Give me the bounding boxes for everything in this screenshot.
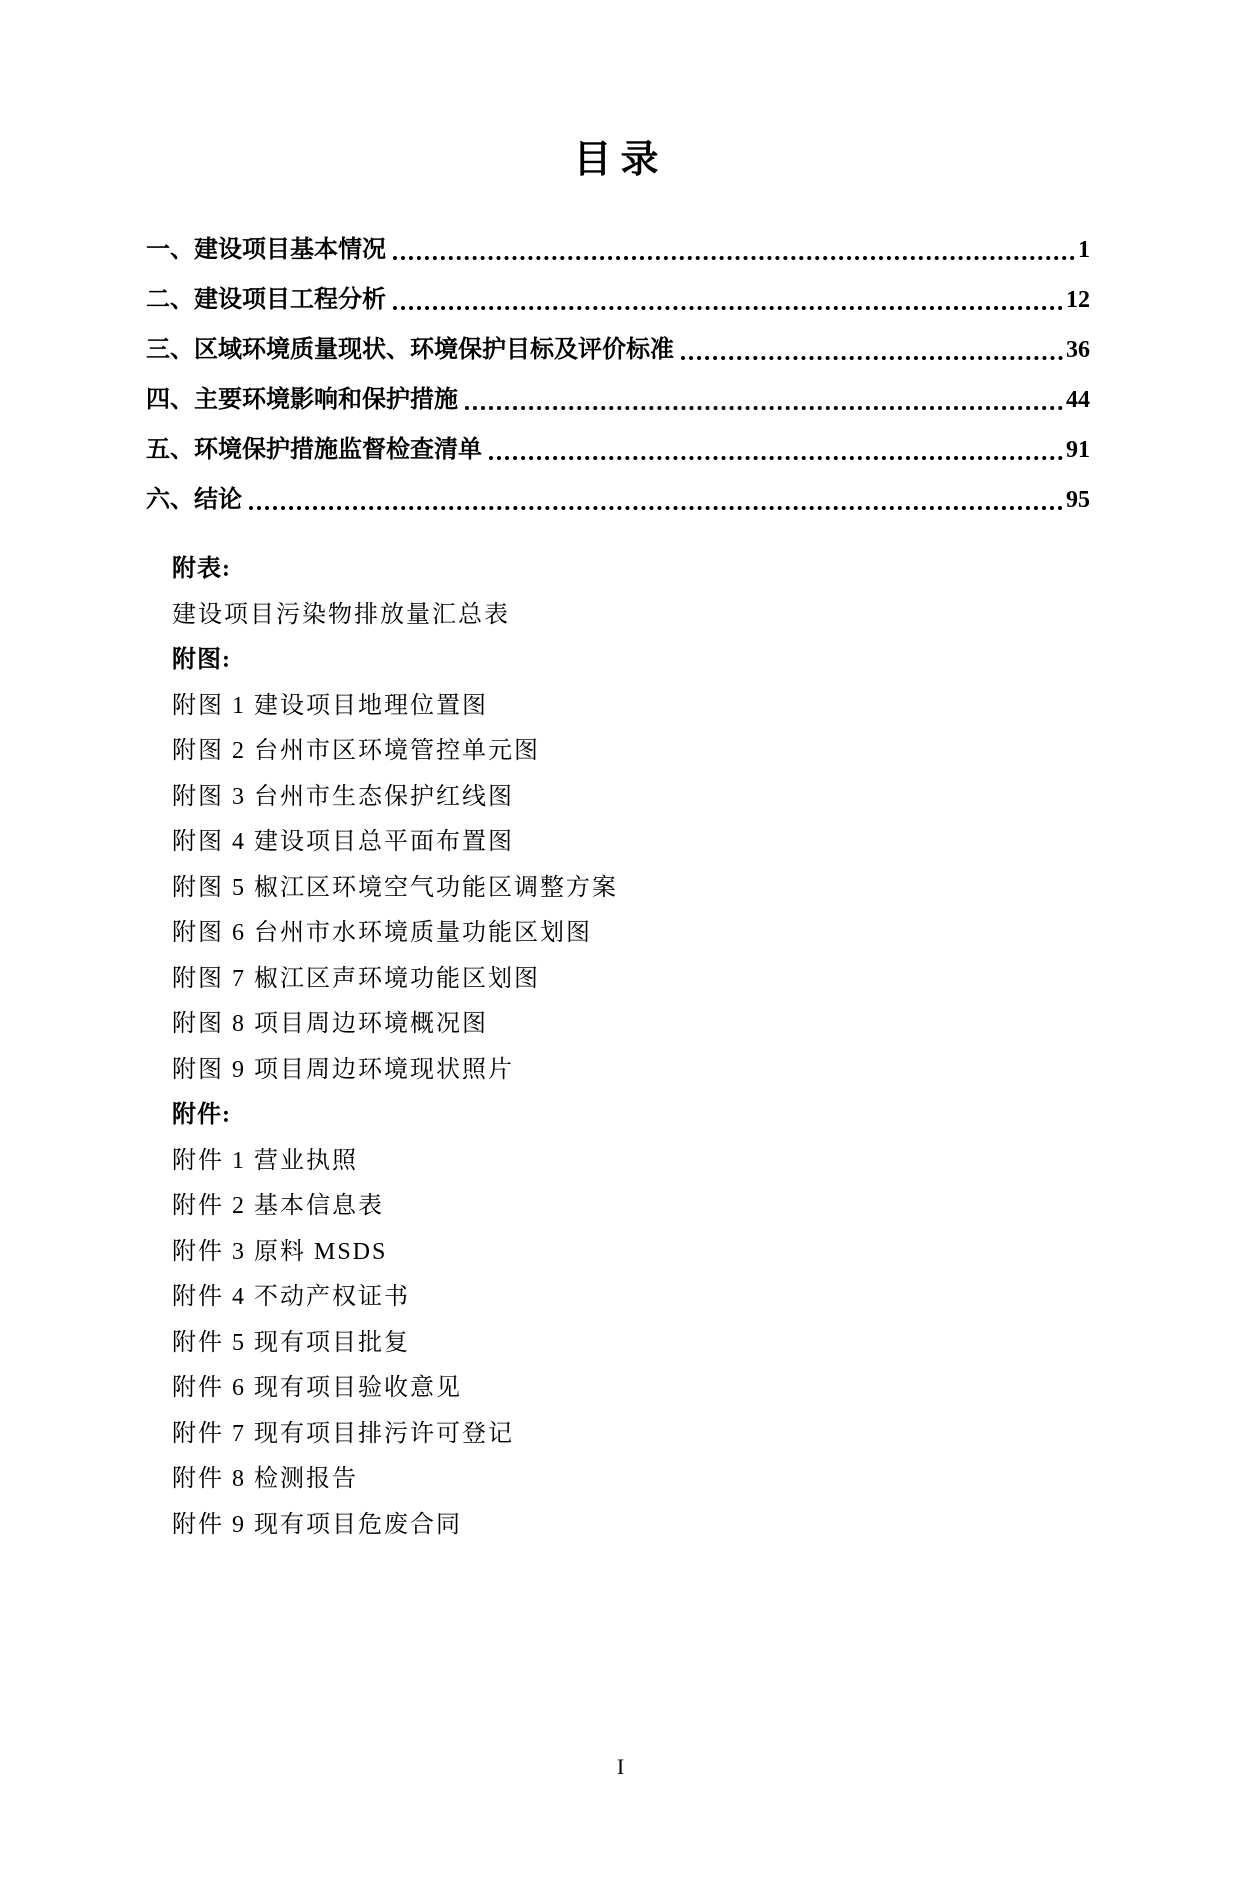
toc-dot-leader xyxy=(465,406,1063,410)
appendix-attachments-heading: 附件: xyxy=(172,1102,231,1128)
page-title: 目录 xyxy=(573,139,668,181)
toc-entry[interactable] xyxy=(146,325,1090,375)
appendix-section xyxy=(172,547,1241,1548)
toc-dot-leader xyxy=(393,256,1075,260)
toc-dot-leader xyxy=(249,506,1063,510)
toc-entry-label: 四、主要环境影响和保护措施 xyxy=(146,387,458,413)
toc-entry-page-number: 91 xyxy=(1066,437,1090,463)
appendix-tables-list xyxy=(172,593,1241,639)
toc-dot-leader xyxy=(489,456,1063,460)
toc-entry-label: 一、建设项目基本情况 xyxy=(146,237,386,263)
toc-list xyxy=(146,225,1090,525)
appendix-figure-item: 附图 7 椒江区声环境功能区划图 xyxy=(172,965,540,992)
toc-entry-label: 五、环境保护措施监督检查清单 xyxy=(146,437,482,463)
appendix-figures-list xyxy=(172,684,1241,1094)
appendix-attachment-item: 附件 8 检测报告 xyxy=(172,1466,358,1492)
appendix-tables-heading: 附表: xyxy=(172,556,231,582)
appendix-figure-item: 附图 3 台州市生态保护红线图 xyxy=(172,783,514,810)
appendix-attachment-item: 附件 5 现有项目批复 xyxy=(172,1329,410,1356)
toc-entry[interactable] xyxy=(146,225,1090,275)
appendix-table-item: 建设项目污染物排放量汇总表 xyxy=(172,601,510,628)
toc-entry-label: 二、建设项目工程分析 xyxy=(146,287,386,313)
toc-entry-page-number: 44 xyxy=(1066,387,1090,413)
appendix-figure-item: 附图 9 项目周边环境现状照片 xyxy=(172,1056,514,1083)
page-footer-number: I xyxy=(616,1754,625,1779)
appendix-figure-item: 附图 8 项目周边环境概况图 xyxy=(172,1011,488,1037)
appendix-attachment-item: 附件 2 基本信息表 xyxy=(172,1193,384,1219)
toc-entry[interactable] xyxy=(146,275,1090,325)
toc-dot-leader xyxy=(393,306,1063,310)
appendix-attachment-item: 附件 1 营业执照 xyxy=(172,1147,358,1174)
toc-entry[interactable] xyxy=(146,425,1090,475)
toc-entry[interactable] xyxy=(146,475,1090,525)
toc-entry-label: 三、区域环境质量现状、环境保护目标及评价标准 xyxy=(146,337,674,363)
appendix-attachments-list xyxy=(172,1139,1241,1549)
appendix-figure-item: 附图 4 建设项目总平面布置图 xyxy=(172,829,514,855)
appendix-attachment-item: 附件 4 不动产权证书 xyxy=(172,1284,410,1310)
appendix-figure-item: 附图 1 建设项目地理位置图 xyxy=(172,692,488,719)
appendix-attachment-item: 附件 9 现有项目危废合同 xyxy=(172,1511,462,1538)
toc-entry[interactable] xyxy=(146,375,1090,425)
appendix-attachment-item: 附件 7 现有项目排污许可登记 xyxy=(172,1420,514,1447)
toc-entry-page-number: 36 xyxy=(1066,337,1090,363)
appendix-figures-heading: 附图: xyxy=(172,647,231,673)
toc-entry-label: 六、结论 xyxy=(146,487,242,513)
toc-entry-page-number: 1 xyxy=(1078,237,1090,263)
toc-entry-page-number: 12 xyxy=(1066,287,1090,313)
toc-dot-leader xyxy=(681,356,1063,360)
appendix-figure-item: 附图 6 台州市水环境质量功能区划图 xyxy=(172,920,592,946)
appendix-attachment-item: 附件 3 原料 MSDS xyxy=(172,1238,388,1265)
appendix-attachment-item: 附件 6 现有项目验收意见 xyxy=(172,1375,462,1401)
toc-entry-page-number: 95 xyxy=(1066,487,1090,513)
appendix-figure-item: 附图 2 台州市区环境管控单元图 xyxy=(172,738,540,764)
appendix-figure-item: 附图 5 椒江区环境空气功能区调整方案 xyxy=(172,874,618,901)
